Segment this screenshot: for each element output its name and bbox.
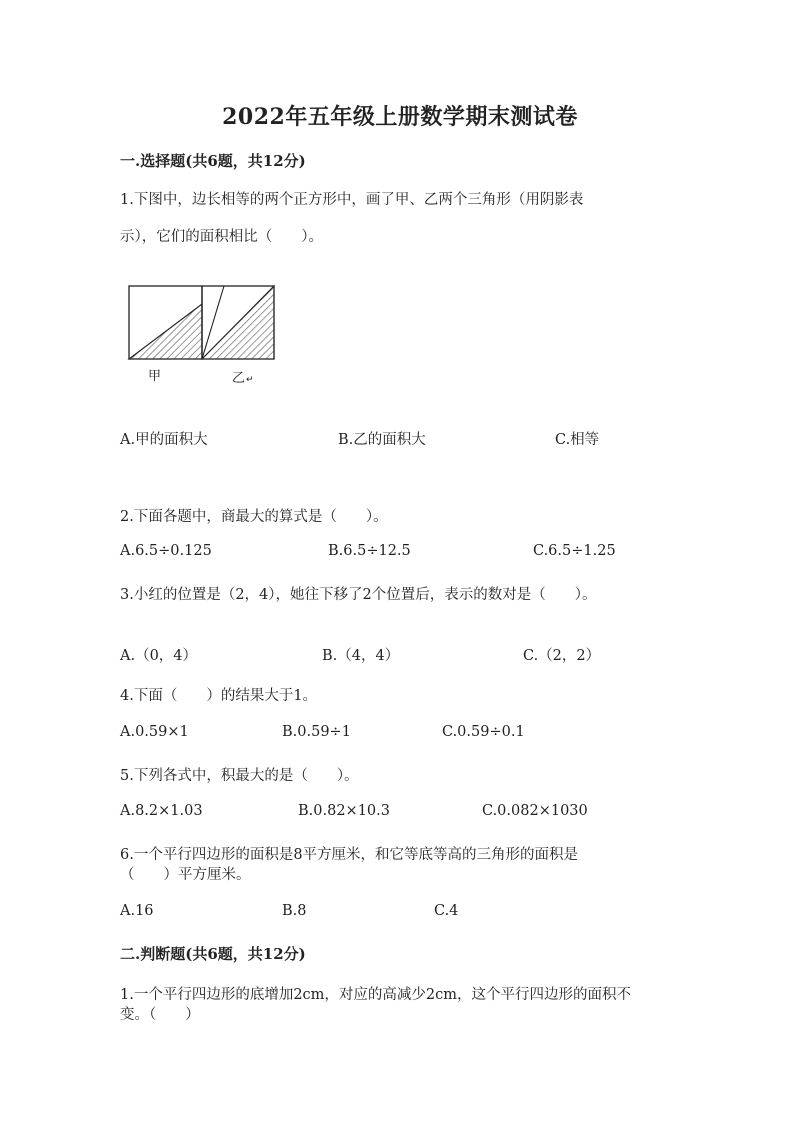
section-2-heading: 二.判断题(共6题，共12分) <box>120 945 306 963</box>
q1-option-b: B.乙的面积大 <box>338 432 426 448</box>
q6-option-b: B.8 <box>282 903 307 919</box>
q1-option-a: A.甲的面积大 <box>120 432 208 448</box>
q3-text: 3.小红的位置是（2，4），她往下移了2个位置后，表示的数对是（ ）。 <box>120 587 597 603</box>
q4-option-a: A.0.59×1 <box>120 724 189 740</box>
q1-text-line2: 示），它们的面积相比（ ）。 <box>120 229 323 245</box>
section-1-heading: 一.选择题(共6题，共12分) <box>120 152 306 170</box>
q1-option-c: C.相等 <box>555 432 600 448</box>
q4-text: 4.下面（ ）的结果大于1。 <box>120 688 318 704</box>
q1-figure <box>120 278 290 393</box>
s2-q1-text-line2: 变。（ ） <box>120 1007 200 1023</box>
page-title: 2022年五年级上册数学期末测试卷 <box>222 104 578 130</box>
q5-option-b: B.0.82×10.3 <box>298 803 390 819</box>
q6-text-line2: （ ）平方厘米。 <box>120 867 251 883</box>
q1-text-line1: 1.下图中，边长相等的两个正方形中，画了甲、乙两个三角形（用阴影表 <box>120 192 584 208</box>
q3-option-b: B.（4，4） <box>322 648 400 664</box>
q5-option-c: C.0.082×1030 <box>482 803 588 819</box>
q5-text: 5.下列各式中，积最大的是（ ）。 <box>120 768 359 784</box>
q2-option-b: B.6.5÷12.5 <box>328 543 411 559</box>
q4-option-c: C.0.59÷0.1 <box>442 724 525 740</box>
q2-option-c: C.6.5÷1.25 <box>533 543 616 559</box>
figure-label-mark: ↵ <box>246 375 254 385</box>
q6-text-line1: 6.一个平行四边形的面积是8平方厘米，和它等底等高的三角形的面积是 <box>120 847 579 863</box>
q6-option-a: A.16 <box>120 903 154 919</box>
q2-text: 2.下面各题中，商最大的算式是（ ）。 <box>120 509 388 525</box>
triangle-jia <box>129 304 202 359</box>
q6-option-c: C.4 <box>434 903 459 919</box>
q4-option-b: B.0.59÷1 <box>282 724 351 740</box>
figure-label-yi: 乙 <box>232 371 246 386</box>
q5-option-a: A.8.2×1.03 <box>120 803 203 819</box>
q3-option-a: A.（0，4） <box>120 648 198 664</box>
q2-option-a: A.6.5÷0.125 <box>120 543 212 559</box>
figure-label-jia: 甲 <box>148 369 162 384</box>
s2-q1-text-line1: 1.一个平行四边形的底增加2cm，对应的高减少2cm，这个平行四边形的面积不 <box>120 987 632 1003</box>
q3-option-c: C.（2，2） <box>523 648 601 664</box>
